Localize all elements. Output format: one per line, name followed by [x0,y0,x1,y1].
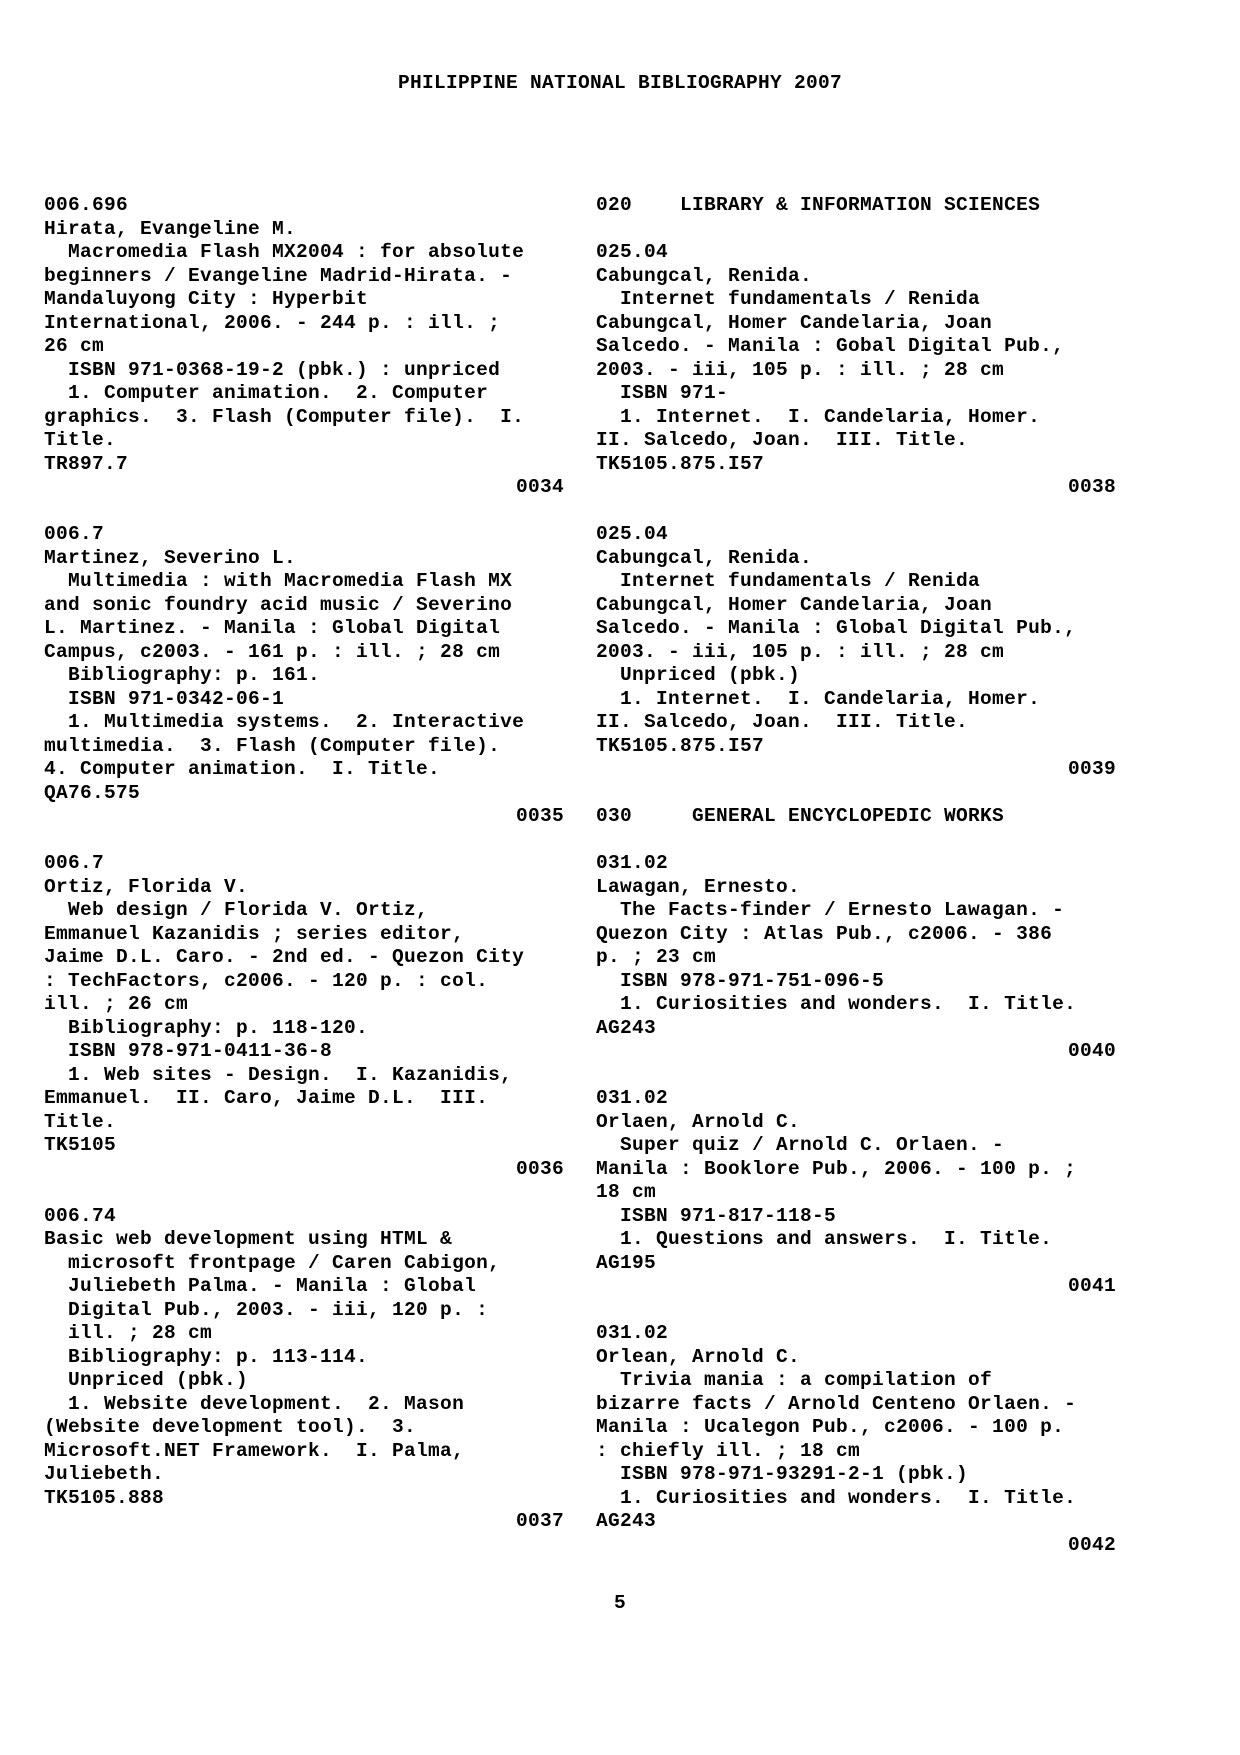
entry-line: ill. ; 28 cm [44,1322,213,1344]
entry-number: 0037 [515,1510,564,1532]
entry-line: Emmanuel Kazanidis ; series editor, [44,922,465,945]
entry-line: Web design / Florida V. Ortiz, [44,899,429,921]
entry-line: International, 2006. - 244 p. : ill. ; [44,311,501,334]
entry-line: Campus, c2003. - 161 p. : ill. ; 28 cm [44,640,501,663]
entry-line: Basic web development using HTML & [44,1228,453,1250]
entry-line: Juliebeth. [44,1463,165,1485]
entry-line: Title. [44,429,117,451]
entry-line: Jaime D.L. Caro. - 2nd ed. - Quezon City [44,946,525,968]
entry-line: L. Martinez. - Manila : Global Digital [44,617,501,639]
entry-line: 1. Curiosities and wonders. I. Title. [596,993,1077,1015]
bibliography-entry [596,523,1116,782]
bibliography-entry [44,523,564,829]
entry-line: Orlean, Arnold C. [596,1345,801,1368]
entry-line: Orlaen, Arnold C. [596,1110,801,1133]
entry-number: 0040 [1067,1040,1116,1062]
entry-line: 1. Questions and answers. I. Title. [596,1228,1053,1250]
entry-line: 006.74 [44,1204,117,1227]
section-heading [596,805,1116,829]
entry-line: II. Salcedo, Joan. III. Title. [596,711,969,733]
entry-line: 1. Multimedia systems. 2. Interactive [44,711,525,733]
entry-line: ISBN 971-0368-19-2 (pbk.) : unpriced [44,358,501,381]
entry-line: 006.696 [44,194,129,216]
entry-number: 0034 [515,476,564,498]
entry-number: 0036 [515,1157,564,1180]
page-number: 5 [613,1592,626,1614]
entry-line: The Facts-finder / Ernesto Lawagan. - [596,899,1065,921]
right-column [596,194,1116,1581]
entry-line: microsoft frontpage / Caren Cabigon, [44,1251,501,1274]
bibliography-entry [596,1322,1116,1557]
entry-line: 18 cm [596,1181,657,1203]
entry-line: 1. Curiosities and wonders. I. Title. [596,1486,1077,1509]
entry-line: Macromedia Flash MX2004 : for absolute [44,241,525,263]
entry-line: TR897.7 [44,452,129,475]
entry-line: 2003. - iii, 105 p. : ill. ; 28 cm [596,358,1005,381]
entry-line: II. Salcedo, Joan. III. Title. [596,429,969,451]
entry-line: Emmanuel. II. Caro, Jaime D.L. III. [44,1087,489,1109]
entry-line: Cabungcal, Homer Candelaria, Joan [596,593,993,616]
entry-line: AG243 [596,1016,657,1039]
entry-line: Cabungcal, Renida. [596,546,813,569]
entry-line: Title. [44,1110,117,1133]
entry-line: multimedia. 3. Flash (Computer file). [44,734,501,757]
bibliography-entry [44,852,564,1181]
entry-line: 26 cm [44,335,105,357]
entry-line: (Website development tool). 3. [44,1416,417,1438]
entry-line: Multimedia : with Macromedia Flash MX [44,570,513,592]
entry-line: ISBN 978-971-0411-36-8 [44,1040,333,1062]
entry-line: 006.7 [44,852,105,874]
entry-line: Internet fundamentals / Renida [596,288,981,310]
entry-line: ISBN 978-971-751-096-5 [596,969,885,992]
entry-line: ISBN 971-0342-06-1 [44,687,285,710]
entry-number: 0041 [1067,1275,1116,1297]
bibliography-entry [596,241,1116,500]
entry-line: AG243 [596,1510,657,1532]
entry-number: 0038 [1067,476,1116,498]
entry-line: Microsoft.NET Framework. I. Palma, [44,1439,465,1462]
entry-line: 1. Internet. I. Candelaria, Homer. [596,405,1041,428]
entry-line: Lawagan, Ernesto. [596,875,801,898]
entry-line: Ortiz, Florida V. [44,875,249,898]
entry-line: Manila : Ucalegon Pub., c2006. - 100 p. [596,1416,1065,1438]
left-column [44,194,564,1557]
entry-line: AG195 [596,1251,657,1274]
entry-number: 0039 [1067,758,1116,780]
entry-line: bizarre facts / Arnold Centeno Orlaen. - [596,1392,1077,1415]
entry-line: Super quiz / Arnold C. Orlaen. - [596,1134,1005,1156]
entry-line: 031.02 [596,1087,669,1109]
entry-line: ISBN 971- [596,382,729,404]
entry-line: p. ; 23 cm [596,946,717,968]
entry-line: Juliebeth Palma. - Manila : Global [44,1275,477,1297]
entry-line: Unpriced (pbk.) [44,1369,249,1391]
entry-line: 1. Internet. I. Candelaria, Homer. [596,687,1041,710]
entry-line: Internet fundamentals / Renida [596,570,981,592]
entry-line: 4. Computer animation. I. Title. [44,758,441,780]
entry-line: 1. Computer animation. 2. Computer [44,382,489,404]
entry-line: Bibliography: p. 118-120. [44,1016,369,1039]
entry-line: 031.02 [596,852,669,874]
entry-line: ISBN 971-817-118-5 [596,1204,837,1227]
section-heading [596,194,1116,218]
entry-line: Bibliography: p. 161. [44,664,321,686]
entry-line: Cabungcal, Homer Candelaria, Joan [596,311,993,334]
entry-line: Quezon City : Atlas Pub., c2006. - 386 [596,922,1053,945]
section-heading-text: 030 GENERAL ENCYCLOPEDIC WORKS [596,805,1005,827]
entry-line: 031.02 [596,1322,669,1344]
entry-line: Trivia mania : a compilation of [596,1369,993,1391]
entry-line: Unpriced (pbk.) [596,664,801,686]
entry-line: Salcedo. - Manila : Gobal Digital Pub., [596,335,1065,357]
entry-line: 2003. - iii, 105 p. : ill. ; 28 cm [596,640,1005,663]
entry-line: Cabungcal, Renida. [596,264,813,287]
bibliography-entry [596,852,1116,1064]
section-heading-text: 020 LIBRARY & INFORMATION SCIENCES [596,194,1041,216]
entry-line: QA76.575 [44,781,141,804]
entry-line: 025.04 [596,241,669,263]
entry-line: Martinez, Severino L. [44,546,297,569]
page-title: PHILIPPINE NATIONAL BIBLIOGRAPHY 2007 [397,72,843,94]
entry-line: TK5105.875.I57 [596,734,765,757]
entry-line: 1. Web sites - Design. I. Kazanidis, [44,1063,513,1086]
entry-line: Digital Pub., 2003. - iii, 120 p. : [44,1298,489,1321]
entry-line: : TechFactors, c2006. - 120 p. : col. [44,969,489,992]
entry-line: graphics. 3. Flash (Computer file). I. [44,405,525,428]
entry-line: Mandaluyong City : Hyperbit [44,288,369,310]
entry-number: 0042 [1067,1533,1116,1556]
entry-line: TK5105.888 [44,1486,165,1509]
entry-line: 006.7 [44,523,105,545]
entry-line: and sonic foundry acid music / Severino [44,593,513,616]
entry-line: Hirata, Evangeline M. [44,217,297,240]
entry-line: 025.04 [596,523,669,545]
entry-line: TK5105 [44,1134,117,1156]
entry-line: Salcedo. - Manila : Global Digital Pub., [596,617,1077,639]
bibliography-entry [596,1087,1116,1299]
bibliography-entry [44,1205,564,1534]
entry-line: beginners / Evangeline Madrid-Hirata. - [44,264,513,287]
bibliography-entry [44,194,564,500]
entry-number: 0035 [515,805,564,827]
entry-line: Manila : Booklore Pub., 2006. - 100 p. ; [596,1157,1077,1180]
entry-line: 1. Website development. 2. Mason [44,1392,465,1415]
entry-line: TK5105.875.I57 [596,452,765,475]
entry-line: Bibliography: p. 113-114. [44,1345,369,1368]
entry-line: : chiefly ill. ; 18 cm [596,1439,861,1462]
entry-line: ISBN 978-971-93291-2-1 (pbk.) [596,1463,969,1485]
entry-line: ill. ; 26 cm [44,993,189,1015]
